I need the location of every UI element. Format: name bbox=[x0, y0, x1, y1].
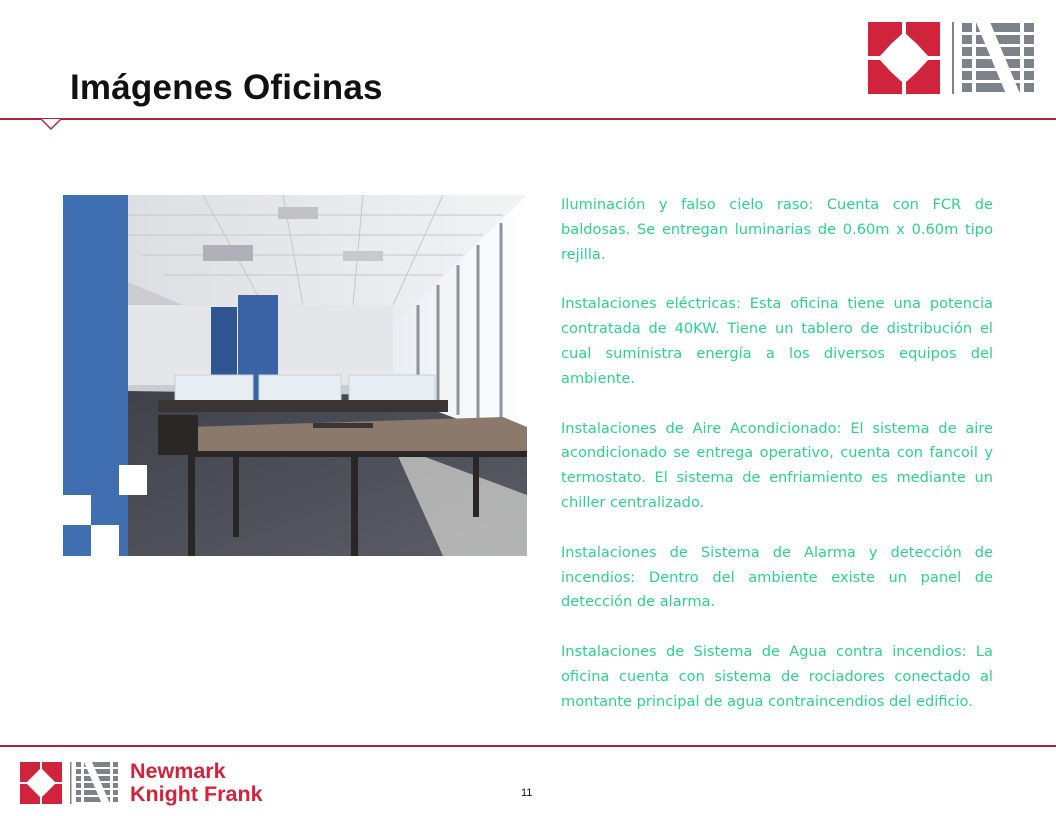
header-divider-notch-inner bbox=[42, 119, 60, 128]
page-title: Imágenes Oficinas bbox=[70, 68, 383, 107]
brand-logo-icon bbox=[868, 22, 1034, 94]
paragraph-electrical: Instalaciones eléctricas: Esta oficina tiene una potencia contratada de 40KW. Tiene un tablero de distribución el cual suministra energía a los diversos equipos del ambiente. bbox=[561, 295, 993, 387]
paragraph-fire-alarm: Instalaciones de Sistema de Alarma y detección de incendios: Dentro del ambiente existe un panel de detección de alarma. bbox=[561, 543, 993, 611]
office-photo bbox=[63, 195, 527, 556]
footer-logo-icon bbox=[20, 762, 120, 804]
description-text bbox=[561, 193, 993, 740]
paragraph-air-conditioning: Instalaciones de Aire Acondicionado: El sistema de aire acondicionado se entrega operativo, cuenta con fancoil y termostato. El sistema de enfriamiento es mediante un chiller centralizado. bbox=[561, 419, 993, 511]
paragraph-lighting: Iluminación y falso cielo raso: Cuenta con FCR de baldosas. Se entregan luminarias de 0.60m x 0.60m tipo rejilla. bbox=[561, 196, 993, 263]
page-number: 11 bbox=[521, 787, 533, 799]
brand-name-line1: Newmark bbox=[130, 759, 226, 783]
brand-wordmark bbox=[130, 760, 263, 806]
header-divider bbox=[0, 118, 1056, 120]
paragraph-fire-water: Instalaciones de Sistema de Agua contra incendios: La oficina cuenta con sistema de rociadores conectado al montante principal de agua contraincendios del edificio. bbox=[561, 643, 993, 710]
footer-divider bbox=[0, 745, 1056, 747]
brand-name-line2: Knight Frank bbox=[130, 782, 263, 806]
